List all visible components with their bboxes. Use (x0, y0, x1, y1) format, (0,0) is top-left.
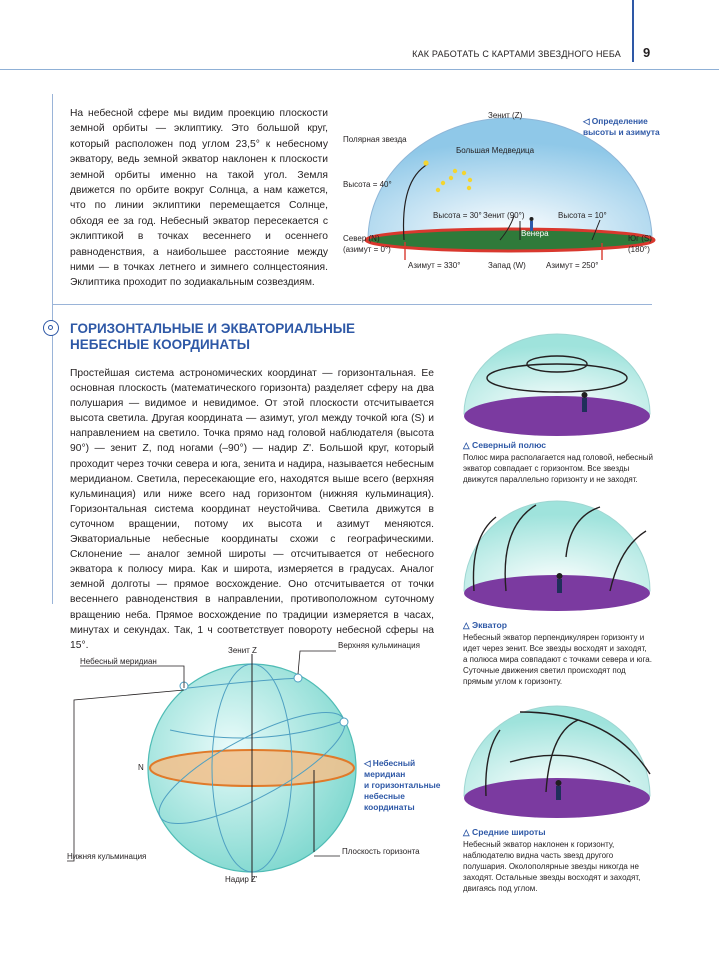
altaz-label-south: Юг (S) (628, 234, 652, 243)
altaz-label-alt40: Высота = 40° (343, 180, 392, 189)
triangle-up-icon: △ (463, 827, 472, 837)
altaz-caption: ◁ Определение высоты и азимута (583, 116, 660, 137)
equator-title: △ Экватор (463, 620, 507, 630)
main-paragraph: Простейшая система астрономических координат — горизонтальная. Ее основная плоскость (математического горизонта) разделяет сферу на два полушария — видимое и невидимое. От этой плоскости отсчитывается высота светила. Другая координата — азимут, угол между точкой юга (S) и направлением на светило. Точка прямо над головой наблюдателя (высота 90°) — зенит Z, под ногами (–90°) — надир Z'. Большой круг, который проходит через точки севера и юга, зенита и надира, называется небесным меридианом. Светила, пересекающие его, находятся выше всего (верхняя кульминация) или ниже всего над горизонтом (нижняя кульминация). Горизонтальная система координат неустойчива. Светила движутся в суточном вращении, потому их высота и азимут меняются. Экваториальные небесные координаты схожи с географическими. Склонение — аналог земной широты — отсчитывается от небесного экватора к полюсу мира. Как и широта, измеряется в градусах. Аналог земной долготы — прямое восхождение. Оно отсчитывается от точки весеннего равноденствия в направлении, противоположном суточному вращению неба. Прямое восхождение по традиции измеряется в часах, минутах и секундах. Так, 1 ч соответствует повороту небесной сферы на 15°. (70, 368, 434, 651)
altaz-label-west: Запад (W) (488, 261, 526, 270)
sphere-label-meridian: Небесный меридиан (80, 657, 157, 666)
triangle-left-icon: ◁ (583, 116, 592, 126)
sphere-label-zenith: Зенит Z (228, 646, 257, 655)
north-pole-figure (460, 330, 655, 440)
sphere-label-lower-culm: Нижняя кульминация (67, 852, 147, 861)
sphere-label-upper-culm: Верхняя кульминация (338, 641, 420, 650)
altaz-label-az250: Азимут = 250° (546, 261, 599, 270)
altaz-label-polaris: Полярная звезда (343, 135, 407, 144)
altaz-label-alt30: Высота = 30° (433, 211, 482, 220)
mid-latitudes-figure (460, 702, 655, 822)
mid-latitudes-caption: Небесный экватор наклонен к горизонту, наблюдателю видна часть звезд другого полушария. Околополярные звезды никогда не заходят. Остальные звезды восходят и заходят, двигаясь под углом. (463, 840, 641, 893)
sphere-label-n: N (138, 763, 144, 772)
mid-latitudes-title: △ Средние широты (463, 827, 546, 837)
altaz-label-180: (180°) (628, 245, 650, 254)
section-title: ГОРИЗОНТАЛЬНЫЕ И ЭКВАТОРИАЛЬНЫЕ НЕБЕСНЫЕ КООРДИНАТЫ (70, 321, 356, 352)
triangle-left-icon: ◁ (364, 758, 373, 768)
sphere-label-horizon: Плоскость горизонта (342, 847, 420, 856)
altaz-label-north: Север (N) (343, 234, 380, 243)
north-pole-caption: Полюс мира располагается над головой, небесный экватор совпадает с горизонтом. Все звезды движутся параллельно горизонту и не заходят. (463, 453, 653, 484)
altaz-label-big-dipper: Большая Медведица (456, 146, 535, 155)
sphere-label-nadir: Надир Z' (225, 875, 258, 884)
running-title: КАК РАБОТАТЬ С КАРТАМИ ЗВЕЗДНОГО НЕБА (412, 49, 621, 59)
altaz-label-az0: (азимут = 0°) (343, 245, 391, 254)
triangle-up-icon: △ (463, 620, 472, 630)
triangle-up-icon: △ (463, 440, 472, 450)
equator-caption: Небесный экватор перпендикулярен горизонту и идет через зенит. Все звезды восходят и заходят, а полюса мира совпадают с точками севера и юга. Суточные движения светил происходят под прямым углом к горизонту. (463, 633, 652, 686)
equator-figure (460, 497, 655, 617)
page-number: 9 (643, 45, 651, 60)
altaz-label-zenith90: Зенит (90°) (483, 211, 525, 220)
altaz-label-zenith: Зенит (Z) (488, 111, 523, 120)
altaz-label-venus: Венера (521, 229, 549, 238)
intro-paragraph: На небесной сфере мы видим проекцию плоскости земной орбиты — эклиптику. Это большой круг, который расположен под углом 23,5° к небесному экватору, ведь земной экватор наклонен к плоскости земной орбиты именно на такой угол. Земля движется по орбите вокруг Солнца, а нам кажется, что по линии эклиптики перемещается Солнце, обходя ее за год. Небесный экватор пересекается с эклиптикой в точках весеннего и осеннего равноденствия, а наибольшее расстояние между ними — в точках летнего и зимнего солнцестояния. Эклиптика проходит по зодиакальным созвездиям. (70, 108, 328, 289)
altaz-label-alt10: Высота = 10° (558, 211, 607, 220)
sphere-caption: ◁ Небесный меридиан и горизонтальные небесные координаты (364, 758, 441, 812)
north-pole-title: △ Северный полюс (463, 440, 547, 450)
altaz-label-az330: Азимут = 330° (408, 261, 461, 270)
